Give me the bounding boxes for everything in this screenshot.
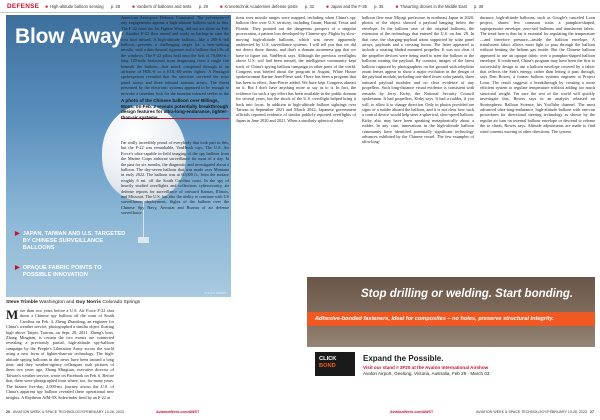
article-column-3: tions over missile ranges were mapped, including when China's spy balloon flew over U.S. territory, including Guam, Hawaii, Texas and Florida. They pointed out the dangerous prospect of a singular provocation, a pattern loss developed by Chinese spy. Flights by slow-moving high-altitude balloons, which was never apparently undetected by U.S. surveillance systems. I will tell you that we did not detect those threats, and that's a domain awareness gap that we have to figure out, VanHerck says. Although the previous overflights above U.S. soil had been missed, the intelligence community kept track of China's spying balloon campaign in other parts of the world. Congress was briefed about the program in August, White House spokeswoman Karine Jean-Pierre said. There has been a program that has been in effect, Jean-Pierre added. We have kept Congress abreast on it. But I don't have anything more to say as to it. In fact, the evidence for such a spy effort has been available in the public domain for several years, but the shock of the U.S. overflight helped bring it back into focus. In addition to high-altitude balloon sightings over Taiwan in September 2021 and March 2022, Japanese government officials reported evidence of similar publicly reported overflights of Japan in June 2020 and 2021. When a similarly spherical white — [236, 15, 356, 123]
footer-right-url[interactable]: AviationWeek.com/AWST — [390, 410, 434, 414]
ad-visit-text: Visit our stand # 3F20 at the Avalon International Airshow — [363, 365, 489, 370]
ad-band: Adhesive-bonded fasteners, ideal for composites – no holes, preserve structural integrity. — [307, 312, 595, 326]
footer-left: 26 AVIATION WEEK & SPACE TECHNOLOGY/FEBRUARY 13-26, 2023 — [6, 410, 124, 414]
section-label: DEFENSE — [7, 2, 40, 10]
header-bullet-icon: ■ — [326, 3, 329, 9]
ad-slogan: Stop drilling or welding. Start bonding. — [361, 288, 574, 300]
footer-right: AVIATION WEEK & SPACE TECHNOLOGY/FEBRUARY 13-26, 2023 27 — [476, 410, 594, 414]
running-header — [0, 0, 600, 13]
article-column-2-top: American Aerospace Defense Command. The yet-unseen-of any engagements against a high-altitude balloon such as this. The F-22 from the 1st Fighter Wing, did not act alone on Feb. 4. Another F-22 flew armed and ready as backup in case the first shot missed. A high-altitude balloon—like a 200-ft.-tall balloon—presents a challenging target for a heat-seeking missile, with a dim thermal signature and a balloon that fills all the windows. The F-22 pilots held onto the first of 70,000-ft.-long 120-mile horizontal from diagnosing from a single fire beneath the balloon—that attack composed through to an airframe of HDL-8 or a EOL-IR-series fighter. A Pentagon spokesperson revealed that the structure survived the solar panel arrays and three inboard antenna arrays. The threat presented by the electronic systems appeared to be enough to provoke a targeting lock for the imaging infrared seeker in the — [121, 15, 229, 95]
byline: Steve Trimble Washington and Guy Norris Colorado Springs — [6, 300, 141, 305]
ad-location: Avalon Airport, Geelong, Victoria, Australia, Feb 28 - March 03 — [363, 371, 490, 376]
header-item[interactable]: ■ Japan and the F-35 p. 35 — [326, 3, 384, 9]
bullet-icon: ▶ — [15, 265, 20, 271]
header-item[interactable]: ■ Kronetschnik Academies defense posts p. 32 — [220, 3, 315, 9]
drop-cap: M — [6, 308, 19, 322]
header-item[interactable]: ■ Thwarting drones in the Middle East p. 36 — [395, 3, 484, 9]
deck-bullet-1: ▶ JAPAN, TAIWAN AND U.S. TARGETED BY CHINESE SURVEILLANCE BALLOONS — [15, 231, 126, 251]
advertisement[interactable] — [307, 277, 595, 396]
header-bullet-icon: ■ — [395, 3, 399, 9]
ad-tagline: Expand the Possible. — [363, 354, 444, 363]
header-item[interactable]: ■ High-altitude balloon sensing p. 28 — [45, 3, 121, 9]
header-bullet-icon: ■ — [45, 3, 48, 9]
ad-footer-panel — [307, 347, 595, 396]
photo-credit: PHOTO CREDIT — [204, 291, 227, 295]
header-item[interactable]: ■ Vanbers of balloons and tests p. 29 — [132, 3, 209, 9]
bullet-icon: ▶ — [15, 231, 20, 237]
header-bullet-icon: ■ — [132, 3, 135, 9]
footer-left-url[interactable]: AviationWeek.com/AWST — [156, 410, 200, 414]
article-column-5: durance, high-altitude balloons, such as Google's canceled Loon project, shares few common traits a pumpkin-shaped, superpressure envelope, zero-sail balloons and translucent fabric. The tread here is that fat is essential for regulating the temperature—and therefore pressure—inside the balloon envelope. A translucent fabric allows most light to pass through the balloon without heating the helium gas inside. But the Chinese balloon appeared to use an opaque fabric over a pumpkin-shaped balloon envelope. If confirmed, China's program may have been the first to successfully design to use a balloon envelope covered by a fabric that reflects the Sun's energy, rather than letting it pass through, says Dan Bowes, a former balloon systems engineer at Project Loon. The result suggests a breakthrough by creating a more efficient system to regulate temperature without adding too much structural weight. I'm sure the rest of the world will quickly investigate this, Bowes says in an analysis released on Stratospheric Balloon Science, his YouTube channel. The most advanced ultra-long-endurance, high-altitude balloon with one-run procedures for directional steering technology as shown by the regular air turn on internal balloon envelope or descend to release the to climb, Bowes says. Altitude adjustments are made to find wind currents moving in other directions. The system — [480, 15, 595, 134]
page-footer — [0, 406, 600, 418]
article-column-2: I'm really incredibly proud of everybody that took part in this, but the F-22 was remarkable, VanHerck says. The U.S. Air Force's ultra-capable in-field imaging of the spy balloon from the Marine Corps airborne surveillance for most of a day. In the past for six months, the diagnostic and investigated about a balloon. The day-seven balloon that was made over Montana in early 2022. The balloon was at 60,000 ft., from the surface roughly 6 mi. off the South Carolina coast. In the spy of heavily studied overflights and collections cybersecurity, air defense reports for surveillance of outward Kansas, Illinois, and Missouri. The U.S. has also the ability to continue with US surveillance, deployment, flights of the balloon over the Chinese Spy Navy, Aerostat and Bureau of air defense surveillance. — [121, 140, 229, 216]
header-bullet-icon: ■ — [220, 3, 223, 9]
article-column-4: balloon flew near Miyagi prefecture in northeast Japan in 2020, photos of the object showed a payload hanging below the envelope. In the balloon case of the original balloons, the extension of the technology that entered the U.S. on Jan. 28. In that case, the charging-payload trains supported by solar panel arrays, payloads and a crossing boom. The latter appeared to include a rotating bladed mounted propeller. It was not clear if the propeller devices were being used to steer the balloon or the balloons turning the payload. By contrast, images of the latest balloon captured by photographers on the ground with telephoto zoom lenses appear to show a major evolution in the design of the payload module, including one-third fewer solar panels, three onboard payload modules and no clear evidence of any propellers. Such long-distance visual evidence is consistent with remarks by Jerry Kirby, the National Security Council spokesman. It had propellers, Kirby says. It had a rudder, if you will, to allow it to change direction. Only in photos provided are signs of a rudder aboard the balloon, and it is not clear how such a control device would help steer a spherical, slow-speed balloon. Kirby also may have been speaking metaphorically about a rudder. In any case, innovations in the high-altitude balloon community have identified potentially significant technology advances exhibited by the Chinese vessel. The few examples of ultra-long- — [362, 15, 474, 145]
headline: Blow Away — [15, 25, 123, 48]
article-column-1: More than two years before a U.S. Air Force F-22 shot down a Chinese spy balloon off the coast of South Carolina on Feb. 4, Zheng Zhaodong, an engineer for China's weather service, photographed a similar object floating high above Taipei, Taiwan, on Sept. 28, 2021. Zheng's boss, Zhang Mingtian, is certain the two events are connected revealing a previously partial, high-altitude spy-balloon campaign by the People's Liberation Army across the world using a new form of lighter-than-air technology. The high-altitude spying balloons in the news have been around a long time, and they weather-agency colleagues took pictures of them two years ago, Zhang Mingtian, executive director of Taiwan's weather service, wrote on Facebook on Feb. 6. Before that, these were photographed from where, too, for many years. The bizarre five-day, 2,000-mi. journey across the U.S. of China's apparent spy balloon revealed these operational new insights. A Raytheon AIM-9X Sidewinder fired by an F-22 at — [6, 308, 114, 400]
header-index — [45, 4, 495, 9]
photo-caption: A photo of the Chinese balloon over Billings, Mont., on Feb. 2 reveals potentially breakthrough design features for ultra-long-endurance, lighter-than-air systems. — [121, 98, 229, 120]
deck-bullet-2: ▶ OPAQUE FABRIC POINTS TO POSSIBLE INNOVATION — [15, 265, 102, 278]
clickbond-logo: CLICK BOND — [315, 352, 355, 376]
